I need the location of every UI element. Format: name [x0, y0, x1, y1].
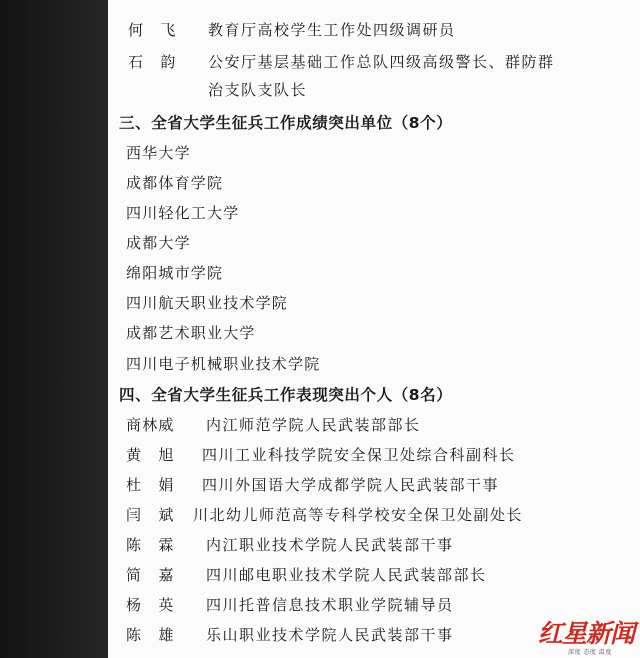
section-heading: 四、全省大学生征兵工作表现突出个人（8名）	[119, 386, 453, 404]
person-name: 简 嘉	[126, 566, 175, 584]
person-position-continued: 治支队支队长	[208, 81, 308, 99]
person-name: 黄 旭	[126, 446, 175, 464]
news-logo-watermark	[532, 612, 640, 658]
person-position: 乐山职业技术学院人民武装部干事	[206, 626, 454, 644]
person-name: 何 飞	[128, 21, 177, 39]
person-position: 公安厅基层基础工作总队四级高级警长、群防群	[208, 53, 555, 71]
person-name: 陈 雄	[126, 626, 175, 644]
unit-item: 四川航天职业技术学院	[126, 294, 289, 312]
person-name: 杨 英	[126, 596, 175, 614]
logo-slogan: 深度 态度 温度	[568, 649, 612, 656]
section-heading: 三、全省大学生征兵工作成绩突出单位（8个）	[119, 114, 453, 132]
unit-item: 成都大学	[126, 234, 191, 252]
person-position: 川北幼儿师范高等专科学校安全保卫处副处长	[193, 506, 524, 524]
person-name: 陈 霖	[126, 536, 175, 554]
unit-item: 成都艺术职业大学	[126, 324, 256, 342]
person-name: 闫 斌	[126, 506, 175, 524]
person-position: 四川托普信息技术职业学院辅导员	[206, 596, 454, 614]
left-dark-border	[0, 0, 108, 658]
logo-text: 红星新闻	[538, 619, 635, 648]
unit-item: 四川电子机械职业技术学院	[126, 355, 321, 373]
person-position: 四川邮电职业技术学院人民武装部部长	[206, 566, 487, 584]
person-position: 内江师范学院人民武装部部长	[206, 416, 421, 434]
person-position: 四川工业科技学院安全保卫处综合科副科长	[202, 446, 516, 464]
unit-item: 西华大学	[126, 144, 191, 162]
person-position: 内江职业技术学院人民武装部干事	[206, 536, 454, 554]
unit-item: 成都体育学院	[126, 174, 224, 192]
person-name: 商林威	[126, 416, 175, 434]
unit-item: 绵阳城市学院	[126, 264, 224, 282]
person-position: 四川外国语大学成都学院人民武装部干事	[202, 476, 500, 494]
person-name: 杜 娟	[126, 476, 175, 494]
person-name: 石 韵	[128, 53, 177, 71]
person-position: 教育厅高校学生工作处四级调研员	[208, 21, 456, 39]
unit-item: 四川轻化工大学	[126, 204, 240, 222]
